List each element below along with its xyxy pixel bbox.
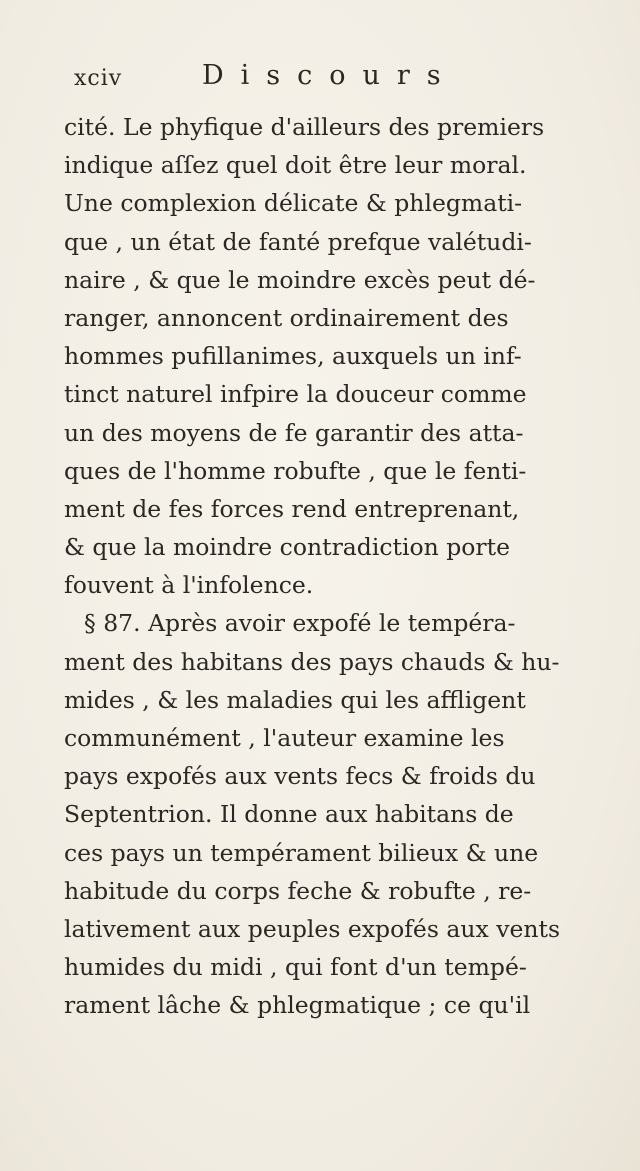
text-line: indique aſſez quel doit être leur moral. bbox=[64, 151, 527, 180]
text-line: Une complexion délicate & phlegmati- bbox=[64, 189, 523, 218]
running-title: Discours bbox=[202, 60, 458, 91]
text-line: un des moyens de fe garantir des atta- bbox=[64, 418, 524, 447]
text-line: habitude du corps feche & robufte , re- bbox=[64, 876, 532, 905]
text-line: ces pays un tempérament bilieux & une bbox=[64, 838, 539, 867]
text-line: communément , l'auteur examine les bbox=[64, 724, 505, 752]
text-line: naire , & que le moindre excès peut dé- bbox=[64, 265, 536, 294]
text-line: & que la moindre contradiction porte bbox=[64, 533, 511, 562]
page-number: xciv bbox=[74, 66, 123, 91]
text-line: cité. Le phyfique d'ailleurs des premiers bbox=[64, 113, 545, 141]
text-line: ques de l'homme robufte , que le fenti- bbox=[64, 456, 527, 485]
text-line: fouvent à l'infolence. bbox=[64, 571, 314, 600]
body-text bbox=[64, 108, 624, 1025]
text-line: ment de fes forces rend entreprenant, bbox=[64, 494, 520, 523]
paragraph-start-line: § 87. Après avoir expofé le tempéra- bbox=[84, 609, 516, 638]
text-line: ranger, annoncent ordinairement des bbox=[64, 303, 509, 332]
text-line: Septentrion. Il donne aux habitans de bbox=[64, 800, 514, 829]
text-line: mides , & les maladies qui les affligent bbox=[64, 685, 526, 714]
page-header bbox=[74, 60, 594, 96]
text-line: humides du midi , qui font d'un tempé- bbox=[64, 953, 527, 982]
text-line: lativement aux peuples expofés aux vents bbox=[64, 914, 561, 943]
text-line: tinct naturel infpire la douceur comme bbox=[64, 380, 527, 409]
text-line: pays expofés aux vents fecs & froids du bbox=[64, 762, 536, 791]
text-line: ment des habitans des pays chauds & hu- bbox=[64, 647, 560, 676]
text-line: hommes pufillanimes, auxquels un inf- bbox=[64, 342, 522, 371]
text-line: rament lâche & phlegmatique ; ce qu'il bbox=[64, 991, 531, 1020]
text-line: que , un état de fanté prefque valétudi- bbox=[64, 227, 532, 256]
